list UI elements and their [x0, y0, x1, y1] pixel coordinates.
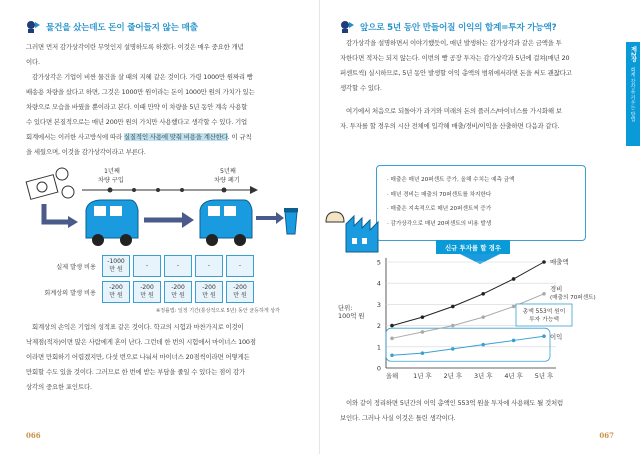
data-point: [421, 330, 425, 334]
x-tick-label: 2년 후: [443, 372, 463, 380]
person-icon: [26, 20, 42, 34]
callout-text: 총액 553억 원이: [522, 309, 566, 315]
line: 보인다. 그러나 사실 이것은 틀린 생각이다.: [340, 414, 456, 422]
bread-icon: [324, 210, 346, 226]
y-axis-label-line: 100억 원: [338, 312, 365, 320]
data-point: [390, 337, 394, 341]
y-tick-label: 1: [376, 343, 381, 352]
page-number: 066: [26, 431, 41, 440]
line: 이와 같이 정리하면 5년간의 이익 총액인 553억 원을 투자에 사용해도 될 것처럼: [346, 399, 564, 407]
series-label: 매출액: [550, 258, 569, 266]
left-section-title: 물건을 샀는데도 돈이 줄어들지 않는 매출: [46, 23, 198, 33]
left-body-2: [26, 320, 256, 395]
right-section-header: [340, 20, 556, 34]
line: [26, 130, 255, 145]
row-label: 실제 발생 비용: [56, 263, 96, 271]
table-cell: -200 만 원: [164, 281, 192, 303]
table-row: [24, 255, 304, 277]
x-tick-label: 올해: [385, 372, 399, 380]
data-point: [542, 334, 546, 338]
data-point: [512, 277, 516, 281]
line-chart: [336, 240, 608, 386]
text: 회계에서는 이러한 사고방식에 따라: [26, 133, 124, 141]
table-cell: -: [226, 255, 254, 277]
line: 배송용 차량을 샀다고 하면, 그것은 1000만 원이라는 돈이 1000만 원의 가치가 있는: [26, 88, 255, 96]
y-tick-label: 2: [376, 322, 381, 331]
chart-title: 신규 투자를 할 경우: [444, 244, 502, 252]
page-number: 067: [599, 431, 614, 440]
assumption-box: [376, 165, 586, 241]
data-point: [481, 315, 485, 319]
year1-label: 1년째: [104, 168, 120, 175]
line: 회계상의 손익은 기업의 성적표 같은 것이다. 학교의 시험과 마찬가지로 이것이: [32, 323, 244, 331]
table-cell: -200 만 원: [195, 281, 223, 303]
plot-area: [377, 257, 596, 380]
y-tick-label: 4: [376, 279, 381, 288]
table-cell: -200 만 원: [102, 281, 130, 303]
list-item: · 매출은 지속적으로 매년 20퍼센트씩 증가: [387, 206, 492, 212]
y-axis-label: [338, 303, 365, 320]
line: 이라면 만회하기 어렵겠지만, 다섯 번으로 나눠서 마이너스 20점씩이라면 어떻게든: [26, 353, 250, 361]
data-point: [421, 315, 425, 319]
line: 감가상각을 설명하면서 이야기했듯이, 매년 발생하는 감가상각과 같은 금액을 투: [346, 39, 562, 47]
series-line: [392, 336, 544, 355]
y-tick-label: 3: [376, 300, 381, 309]
table-cell: -1000 만 원: [102, 255, 130, 277]
y-tick-label: 0: [376, 364, 381, 373]
data-point: [390, 353, 394, 357]
right-section-title: 앞으로 5년 동안 만들어질 이익의 합계=투자 가능액?: [360, 23, 557, 33]
line: 이다.: [26, 58, 40, 66]
line: 만회할 수도 있을 것이다. 그러므로 한 번에 받는 부담을 줄일 수 있다는 점이 감가: [26, 368, 246, 376]
left-section-header: [26, 20, 198, 34]
year1-sub: 차량 구입: [98, 177, 124, 184]
callout-text: 투자 가능액: [529, 317, 559, 323]
data-point: [451, 305, 455, 309]
chapter-label: 제2장: [629, 46, 637, 63]
table-cell: -200 만 원: [226, 281, 254, 303]
x-tick-label: 3년 후: [473, 372, 493, 380]
line: 낙제점(적자)이면 많은 사람에게 혼이 난다. 그런데 한 번의 시험에서 마이너스 100점: [26, 338, 256, 346]
x-tick-label: 4년 후: [504, 372, 523, 380]
right-body-2: [340, 396, 563, 426]
table-cell: -: [195, 255, 223, 277]
chapter-subtitle: 회계 감각을 키우는 방법: [629, 67, 636, 122]
cost-table: [24, 255, 304, 314]
table-cell: -200 만 원: [133, 281, 161, 303]
data-point: [390, 324, 394, 328]
person-icon: [340, 20, 356, 34]
van-icon: [86, 200, 138, 246]
x-tick-label: 1년 후: [413, 372, 432, 380]
data-point: [512, 339, 516, 343]
highlight-text: 실질적인 사용에 맞춰 비용을 계산한다: [123, 133, 228, 141]
year5-sub: 차량 폐기: [214, 177, 240, 184]
data-point: [481, 292, 485, 296]
line: 생각할 수 있다.: [340, 84, 382, 92]
table-cell: -: [133, 255, 161, 277]
line: 자한다면 적자는 되지 않는다. 이번의 빵 공장 투자는 감가상각과 5년에 걸쳐(매년 20: [340, 54, 570, 62]
row-label: 회계상의 발생 비용: [44, 289, 96, 297]
list-item: · 감가상각으로 매년 20퍼센트의 비용 발생: [387, 220, 492, 227]
trash-can-icon: [284, 208, 298, 234]
year5-label: 5년째: [220, 168, 236, 175]
line: 수 있다면 본질적으로는 매년 200만 원의 가치만 사용했다고 생각할 수 있다. 기업: [26, 118, 248, 126]
series-label: 이익: [550, 333, 563, 342]
data-point: [512, 305, 516, 309]
x-tick-label: 5년 후: [534, 372, 554, 380]
depreciation-illustration: [24, 160, 300, 252]
line: 자. 투자를 할 경우의 시산 전체에 입각해 매출/경비/이익을 산출하면 다음과 같다.: [340, 122, 560, 130]
money-icon: [26, 168, 74, 199]
line: 여기에서 처음으로 되돌아가 과거와 미래의 돈의 플러스/마이너스를 가시화해 보: [346, 107, 562, 115]
y-tick-label: 5: [376, 258, 381, 267]
data-point: [542, 260, 546, 264]
line: 퍼센트씩) 실시하므로, 5년 동안 발생할 이익 총액의 범위에서라면 돈을 써도 괜찮다고: [340, 69, 572, 77]
data-point: [451, 347, 455, 351]
line: 차량으로 모습을 바꿨을 뿐이라고 본다. 이때 만약 이 차량을 5년 동안 계속 사용할: [26, 103, 248, 111]
text: . 이 규칙: [227, 133, 252, 141]
table-row: [24, 281, 304, 303]
table-cell: -: [164, 255, 192, 277]
data-point: [481, 343, 485, 347]
list-item: · 매출은 매년 20퍼센트 증가, 올해 수치는 예측 금액: [387, 177, 515, 183]
profit-highlight-box: [386, 328, 550, 361]
table-footnote: ※정률법: 일정 기간(통상적으로 5년) 동안 균등하게 상각: [156, 308, 280, 314]
line: 그러면 먼저 감가상각이란 무엇인지 설명하도록 하겠다. 이것은 매우 중요한 개념: [26, 43, 244, 51]
arrow-down-icon: [44, 204, 68, 222]
right-body-1: [340, 36, 572, 134]
chapter-side-tab: [626, 42, 640, 146]
line: 을 세웠으며, 이것을 감가상각이라고 부른다.: [26, 148, 146, 156]
left-body-1: [26, 40, 255, 160]
line: 감가상각은 기업이 비싼 물건을 살 때의 지혜 같은 것이다. 가령 1000만 원짜리 빵: [32, 73, 253, 81]
list-item: · 매년 경비는 매출의 70퍼센트를 차지한다: [387, 191, 492, 198]
data-point: [421, 351, 425, 355]
data-point: [542, 292, 546, 296]
series-sublabel: (매출의 70퍼센트): [550, 294, 596, 301]
data-point: [451, 324, 455, 328]
series-label: 경비: [550, 284, 563, 293]
line: 상각의 중요한 포인트다.: [26, 383, 92, 391]
y-axis-label-line: 단위:: [338, 304, 353, 312]
van-icon: [200, 200, 252, 246]
